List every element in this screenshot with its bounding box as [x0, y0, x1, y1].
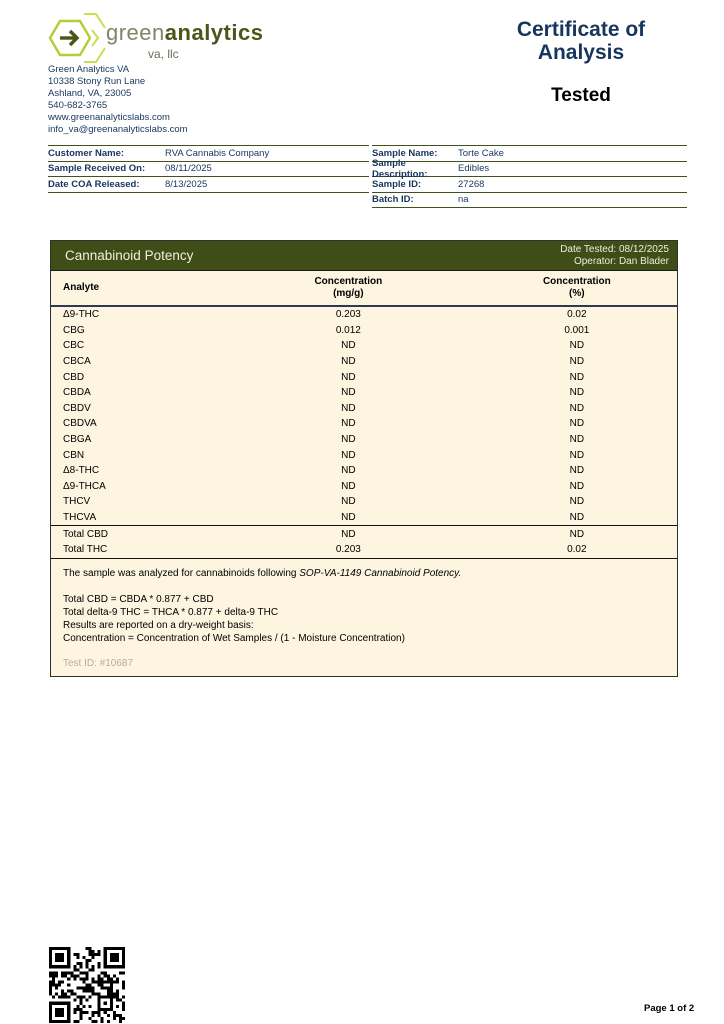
company-street: 10338 Stony Run Lane — [48, 76, 146, 87]
analyte-name: CBDVA — [63, 418, 97, 430]
analyte-mgg: ND — [341, 496, 356, 508]
notes-block — [51, 559, 677, 676]
cannabinoid-potency-section — [50, 240, 678, 677]
formula-notes: Total CBD = CBDA * 0.877 + CBD Total delta-9 THC = THCA * 0.877 + delta-9 THC Results are reported on a dry-weight basis: Concentration = Concentration of Wet Samples / (1 - Moisture Concentration) — [63, 593, 405, 644]
table-row — [372, 176, 687, 192]
analyte-pct: ND — [569, 496, 585, 508]
logo-subtitle: va, llc — [148, 47, 179, 61]
analyte-mgg: 0.203 — [335, 544, 361, 556]
status-label: Tested — [551, 85, 611, 106]
logo-hexagon-icon — [44, 8, 106, 64]
analyte-name: CBGA — [63, 434, 92, 446]
section-header-band — [51, 241, 677, 271]
table-row — [51, 479, 677, 495]
table-row — [51, 447, 677, 463]
analyte-name: CBD — [63, 371, 85, 383]
totals-rows — [51, 525, 677, 558]
table-row — [51, 542, 677, 558]
table-row — [51, 369, 677, 385]
analyte-mgg: ND — [341, 402, 356, 414]
field-label: Date COA Released: — [48, 178, 140, 190]
table-row — [48, 161, 369, 177]
field-value: 27268 — [458, 178, 485, 190]
logo-brand-light: green — [106, 20, 165, 45]
logo-brand-bold: analytics — [164, 20, 264, 45]
analyte-pct: 0.02 — [567, 309, 587, 321]
field-label: Sample Received On: — [48, 163, 146, 175]
customer-info-table — [48, 145, 369, 193]
analyte-pct: ND — [569, 387, 585, 399]
analyte-pct: ND — [569, 402, 585, 414]
analyte-pct: ND — [569, 528, 585, 540]
table-row — [51, 494, 677, 510]
analyte-pct: ND — [569, 418, 585, 430]
analyte-mgg: 0.203 — [335, 309, 361, 321]
table-row — [51, 385, 677, 401]
analyte-name: CBN — [63, 449, 85, 461]
analyte-name: Δ9-THCA — [63, 480, 106, 492]
table-row — [51, 307, 677, 323]
field-value: 8/13/2025 — [165, 178, 208, 190]
analyte-rows — [51, 307, 677, 525]
analyte-mgg: ND — [341, 371, 356, 383]
analyte-mgg: ND — [341, 387, 356, 399]
analyte-mgg: ND — [341, 340, 356, 352]
table-row — [51, 401, 677, 417]
analyte-name: Total CBD — [63, 528, 109, 540]
page-number: Page 1 of 2 — [644, 1003, 695, 1014]
field-value: Torte Cake — [458, 147, 504, 159]
company-logo — [44, 8, 263, 64]
table-row — [372, 157, 687, 180]
analyte-pct: ND — [569, 512, 585, 524]
sample-info-table — [372, 145, 687, 208]
field-value: 08/11/2025 — [165, 163, 212, 175]
table-row — [51, 463, 677, 479]
field-value: na — [458, 194, 469, 206]
analyte-mgg: ND — [341, 480, 356, 492]
analyte-pct: ND — [569, 340, 585, 352]
field-label: Customer Name: — [48, 147, 125, 159]
date-tested: Date Tested: 08/12/2025 — [560, 243, 669, 255]
analyte-mgg: ND — [341, 434, 356, 446]
table-row — [51, 323, 677, 339]
field-value: RVA Cannabis Company — [165, 147, 270, 159]
analyte-pct: ND — [569, 356, 585, 368]
company-name: Green Analytics VA — [48, 64, 130, 75]
test-id: Test ID: #10687 — [63, 657, 134, 669]
analyte-pct: ND — [569, 480, 585, 492]
analyte-name: Δ9-THC — [63, 309, 100, 321]
analyte-pct: ND — [569, 371, 585, 383]
analyte-name: THCVA — [63, 512, 97, 524]
table-row — [48, 145, 369, 161]
analyte-mgg: ND — [341, 356, 356, 368]
operator: Operator: Dan Blader — [573, 255, 669, 267]
test-meta — [560, 244, 669, 268]
field-label: Sample Description: — [372, 157, 428, 180]
analyte-mgg: 0.012 — [335, 324, 361, 336]
company-phone: 540-682-3765 — [48, 100, 108, 111]
analyte-mgg: ND — [341, 465, 356, 477]
analyte-name: Total THC — [63, 544, 108, 556]
analyte-name: CBC — [63, 340, 85, 352]
analyte-mgg: ND — [341, 449, 356, 461]
analyte-pct: 0.02 — [567, 544, 587, 556]
page-title: Certificate of Analysis — [516, 18, 646, 64]
field-label: Sample ID: — [372, 178, 422, 190]
table-row — [51, 416, 677, 432]
title-block — [450, 18, 712, 107]
field-value: Edibles — [458, 163, 490, 175]
table-row — [51, 510, 677, 526]
column-header-analyte: Analyte — [63, 282, 100, 293]
analyte-name: Δ8-THC — [63, 465, 100, 477]
analyte-name: CBDA — [63, 387, 91, 399]
analyte-mgg: ND — [341, 418, 356, 430]
analyte-name: CBCA — [63, 356, 91, 368]
method-note: The sample was analyzed for cannabinoids following SOP-VA-1149 Cannabinoid Potency. — [63, 567, 462, 579]
table-header-row — [51, 271, 677, 307]
analyte-pct: 0.001 — [564, 324, 590, 336]
table-row — [372, 192, 687, 209]
company-city: Ashland, VA, 23005 — [48, 88, 132, 99]
column-header-mgg: Concentration (mg/g) — [314, 276, 383, 299]
company-info — [48, 64, 188, 136]
field-label: Batch ID: — [372, 194, 414, 206]
company-email: info_va@greenanalyticslabs.com — [48, 124, 188, 135]
field-label: Sample Name: — [372, 147, 438, 159]
section-title: Cannabinoid Potency — [65, 248, 194, 263]
analyte-pct: ND — [569, 434, 585, 446]
column-header-pct: Concentration (%) — [542, 276, 611, 299]
analyte-name: CBG — [63, 324, 85, 336]
table-row — [51, 338, 677, 354]
analyte-name: THCV — [63, 496, 91, 508]
qr-code — [49, 947, 125, 1023]
table-row — [48, 176, 369, 193]
analyte-mgg: ND — [341, 512, 356, 524]
analyte-name: CBDV — [63, 402, 91, 414]
logo-text — [106, 8, 263, 61]
table-row — [51, 432, 677, 448]
analyte-pct: ND — [569, 449, 585, 461]
company-website: www.greenanalyticslabs.com — [48, 112, 170, 123]
table-row — [51, 354, 677, 370]
analyte-mgg: ND — [341, 528, 356, 540]
analyte-pct: ND — [569, 465, 585, 477]
table-row — [51, 526, 677, 542]
